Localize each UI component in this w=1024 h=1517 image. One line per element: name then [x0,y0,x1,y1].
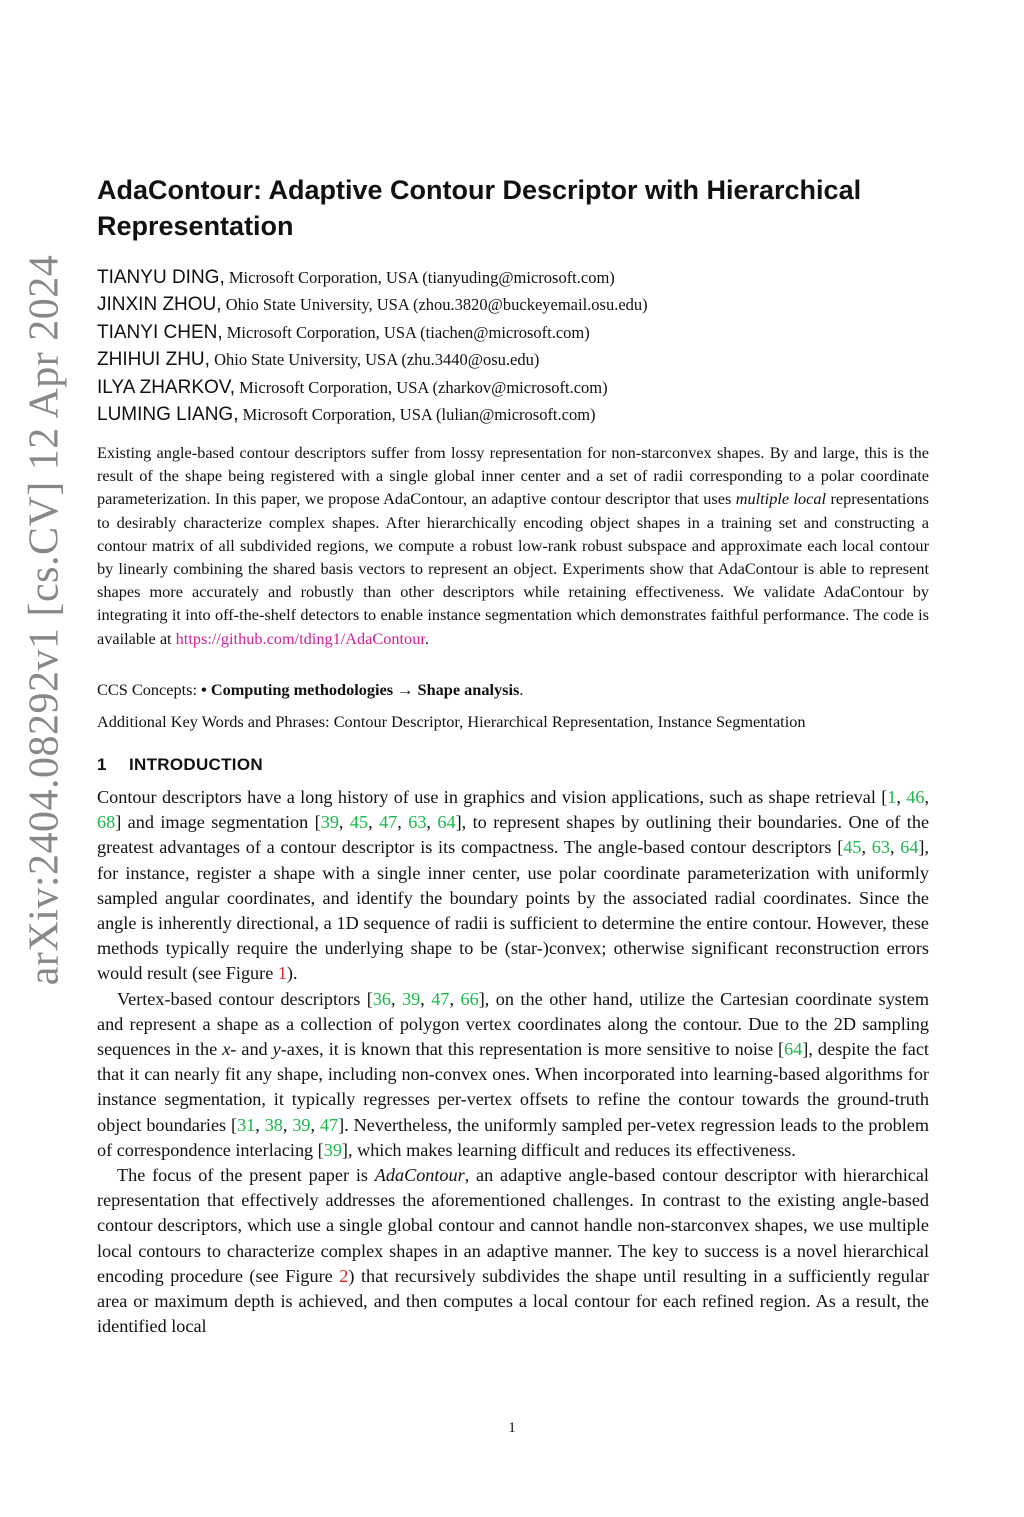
citation[interactable]: 39 [323,1139,342,1160]
citation[interactable]: 46 [906,787,925,807]
introduction-body [97,785,929,1339]
citation[interactable]: 63 [871,837,890,858]
abstract: Existing angle-based contour descriptors suffer from lossy representation for non-starconvex shapes. By and large, this is the result of the shape being registered with a single global inner center and a set of radii corresponding to a polar coordinate parameterization. In this paper, we propose AdaContour, an adaptive contour descriptor that uses multiple local representations to desirably characterize complex shapes. After hierarchically encoding object shapes in a training set and constructing a contour matrix of all subdivided regions, we compute a robust low-rank robust subspace and approximate each local contour by linearly combining the shared basis vectors to represent an object. Experiments show that AdaContour is able to represent shapes more accurately and robustly than other descriptors while retaining effectiveness. We validate AdaContour by integrating it into off-the-shelf detectors to enable instance segmentation which demonstrates faithful performance. The code is available at https://github.com/tding1/AdaContour. [97,443,930,648]
paragraph: Vertex-based contour descriptors [36, 39, 47, 66], on the other hand, utilize the Cartesian coordinate system and represent a shape as a collection of polygon vertex coordinates along the contour. Due to the 2D sampling sequences in the x- and y-axes, it is known that this representation is more sensitive to noise [64], despite the fact that it can nearly fit any shape, including non-convex ones. When incorporated into learning-based algorithms for instance segmentation, it typically regresses per-vertex offsets to refine the contour towards the ground-truth object boundaries [31, 38, 39, 47]. Nevertheless, the uniformly sampled per-vetex regression leads to the problem of correspondence interlacing [39], which makes learning difficult and reduces its effectiveness. [97,988,930,1160]
citation[interactable]: 39 [402,988,421,1009]
citation[interactable]: 38 [264,1114,283,1135]
keywords: Additional Key Words and Phrases: Contour Descriptor, Hierarchical Representation, Instance Segmentation [97,712,806,731]
author-list [97,264,947,428]
citation[interactable]: 66 [460,988,479,1009]
paragraph: The focus of the present paper is AdaContour, an adaptive angle-based contour descriptor with hierarchical representation that effectively addresses the aforementioned challenges. In contrast to the existing angle-based contour descriptors, which use a single global contour and cannot handle non-starconvex shapes, we use multiple local contours to characterize complex shapes in an adaptive manner. The key to success is a novel hierarchical encoding procedure (see Figure 2) that recursively subdivides the shape until resulting in a sufficiently regular area or maximum depth is achieved, and then computes a local contour for each refined region. As a result, the identified local [97,1165,929,1337]
paper-title: AdaContour: Adaptive Contour Descriptor with Hierarchical Representation [97,175,862,241]
citation[interactable]: 39 [320,812,339,833]
citation[interactable]: 36 [372,988,392,1009]
figure-ref[interactable]: 1 [277,963,287,984]
author-entry: TIANYI CHEN, Microsoft Corporation, USA (tiachen@microsoft.com) [97,321,590,343]
citation[interactable]: 63 [408,812,427,833]
citation[interactable]: 68 [97,812,116,833]
citation[interactable]: 47 [379,812,398,833]
ccs-concepts: CCS Concepts: • Computing methodologies → Shape analysis. [97,680,524,699]
section-heading: 1 INTRODUCTION [97,755,263,774]
page-number: 1 [508,1420,516,1436]
citation[interactable]: 39 [292,1114,311,1135]
citation[interactable]: 45 [843,837,862,858]
citation[interactable]: 64 [437,812,456,833]
citation[interactable]: 47 [319,1114,339,1135]
paragraph: Contour descriptors have a long history of use in graphics and vision applications, such as shape retrieval [1, 46, 68] and image segmentation [39, 45, 47, 63, 64], to represent shapes by outlining their boundaries. One of the greatest advantages of a contour descriptor is its compactness. The angle-based contour descriptors [45, 63, 64], for instance, register a shape with a single inner center, use polar coordinate parameterization with uniformly sampled angular coordinates, and identify the boundary points by the associated radial coordinates. Since the angle is inherently directional, a 1D sequence of radii is sufficient to determine the entire contour. However, these methods typically require the underlying shape to be (star-)convex; otherwise significant reconstruction errors would result (see Figure 1). [97,787,930,984]
citation[interactable]: 64 [784,1039,803,1060]
arxiv-stamp: arXiv:2404.08292v1 [cs.CV] 12 Apr 2024 [21,254,68,986]
citation[interactable]: 31 [237,1114,256,1135]
author-entry: JINXIN ZHOU, Ohio State University, USA (zhou.3820@buckeyemail.osu.edu) [97,294,648,316]
author-entry: ZHIHUI ZHU, Ohio State University, USA (zhu.3440@osu.edu) [97,349,540,371]
code-link[interactable]: https://github.com/tding1/AdaContour [175,628,425,648]
citation[interactable]: 47 [431,988,450,1009]
author-entry: ILYA ZHARKOV, Microsoft Corporation, USA (zharkov@microsoft.com) [97,376,608,398]
citation[interactable]: 1 [887,787,897,807]
author-entry: LUMING LIANG, Microsoft Corporation, USA (lulian@microsoft.com) [97,403,596,425]
citation[interactable]: 45 [349,812,369,833]
citation[interactable]: 64 [900,837,919,858]
author-entry: TIANYU DING, Microsoft Corporation, USA (tianyuding@microsoft.com) [97,267,615,288]
figure-ref[interactable]: 2 [339,1265,349,1286]
